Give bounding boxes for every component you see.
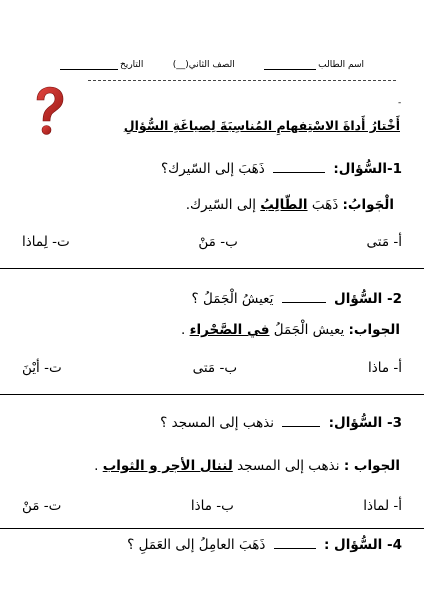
- answer-post: إلى السّيرك.: [185, 197, 256, 213]
- header-fields: [60, 52, 364, 70]
- answer-3: [94, 458, 400, 474]
- choice-a[interactable]: أ- مَتى: [366, 234, 402, 250]
- question-divider: [0, 528, 424, 529]
- answer-label: الجواب :: [343, 458, 400, 474]
- answer-blank[interactable]: [282, 414, 320, 427]
- date-blank: [60, 60, 118, 70]
- question-text: يَعيشُ الْجَمَلُ ؟: [191, 291, 274, 307]
- answer-key: الطّالِبُ: [260, 197, 308, 213]
- question-1: [161, 160, 402, 177]
- choices-3: [22, 498, 402, 514]
- answer-blank[interactable]: [274, 536, 316, 549]
- choice-c[interactable]: ت- مَنْ: [22, 498, 62, 514]
- answer-pre: نذهب إلى المسجد: [237, 458, 340, 474]
- student-name-label: اسم الطالب: [318, 60, 364, 70]
- answer-2: [181, 322, 400, 338]
- instruction-title: أَخْتارُ أَداةَ الاسْتِفهامِ المُناسِبَةَ لِصياغَةِ السُّؤالِ: [123, 118, 400, 133]
- choice-b[interactable]: ب- ماذا: [190, 498, 234, 514]
- grade-field: [173, 60, 235, 70]
- date-label: التاريخ: [120, 60, 144, 70]
- question-divider: [0, 394, 424, 395]
- question-text: ذَهَبَ إلى السّيرك؟: [160, 161, 265, 177]
- question-3: [160, 414, 402, 431]
- choice-a[interactable]: أ- ماذا: [367, 360, 402, 376]
- header-divider: [88, 80, 396, 81]
- choice-b[interactable]: ب- مَنْ: [198, 234, 238, 250]
- answer-post: .: [181, 322, 186, 338]
- question-label: 2- السُّؤال: [334, 291, 402, 307]
- answer-1: [186, 197, 394, 213]
- answer-pre: ذَهَبَ: [311, 197, 339, 213]
- date-field: [60, 60, 143, 70]
- red-question-mark-icon: [32, 86, 66, 142]
- answer-post: .: [94, 458, 99, 474]
- grade-label: الصف الثاني(__): [172, 60, 235, 70]
- question-label: 1-السُّؤال:: [333, 161, 402, 177]
- question-4: [127, 536, 402, 553]
- question-text: نذهب إلى المسجد ؟: [160, 415, 275, 431]
- choice-b[interactable]: ب- مَتى: [192, 360, 238, 376]
- question-text: ذَهَبَ العامِلُ إلى العَمَلِ ؟: [127, 537, 266, 553]
- question-2: [192, 290, 402, 307]
- student-name-field: [264, 60, 364, 70]
- student-name-blank: [264, 60, 316, 70]
- question-divider: [0, 268, 424, 269]
- answer-pre: يعيش الْجَمَلُ: [273, 322, 345, 338]
- question-label: 3- السُّؤال:: [328, 415, 402, 431]
- answer-blank[interactable]: [282, 290, 326, 303]
- answer-key: لننال الأجر و الثواب: [102, 458, 233, 474]
- page-mark: -: [398, 98, 402, 108]
- choices-1: [22, 234, 402, 250]
- answer-label: الْجَوابُ:: [342, 197, 394, 213]
- answer-blank[interactable]: [273, 160, 325, 173]
- answer-key: في الصَّحْراء: [189, 322, 270, 338]
- question-label: 4- السُّؤال :: [323, 537, 402, 553]
- choices-2: [22, 360, 402, 376]
- answer-label: الجواب:: [348, 322, 400, 338]
- choice-a[interactable]: أ- لماذا: [363, 498, 402, 514]
- choice-c[interactable]: ت- لِماذا: [22, 234, 70, 250]
- choice-c[interactable]: ت- أيْنَ: [22, 360, 62, 376]
